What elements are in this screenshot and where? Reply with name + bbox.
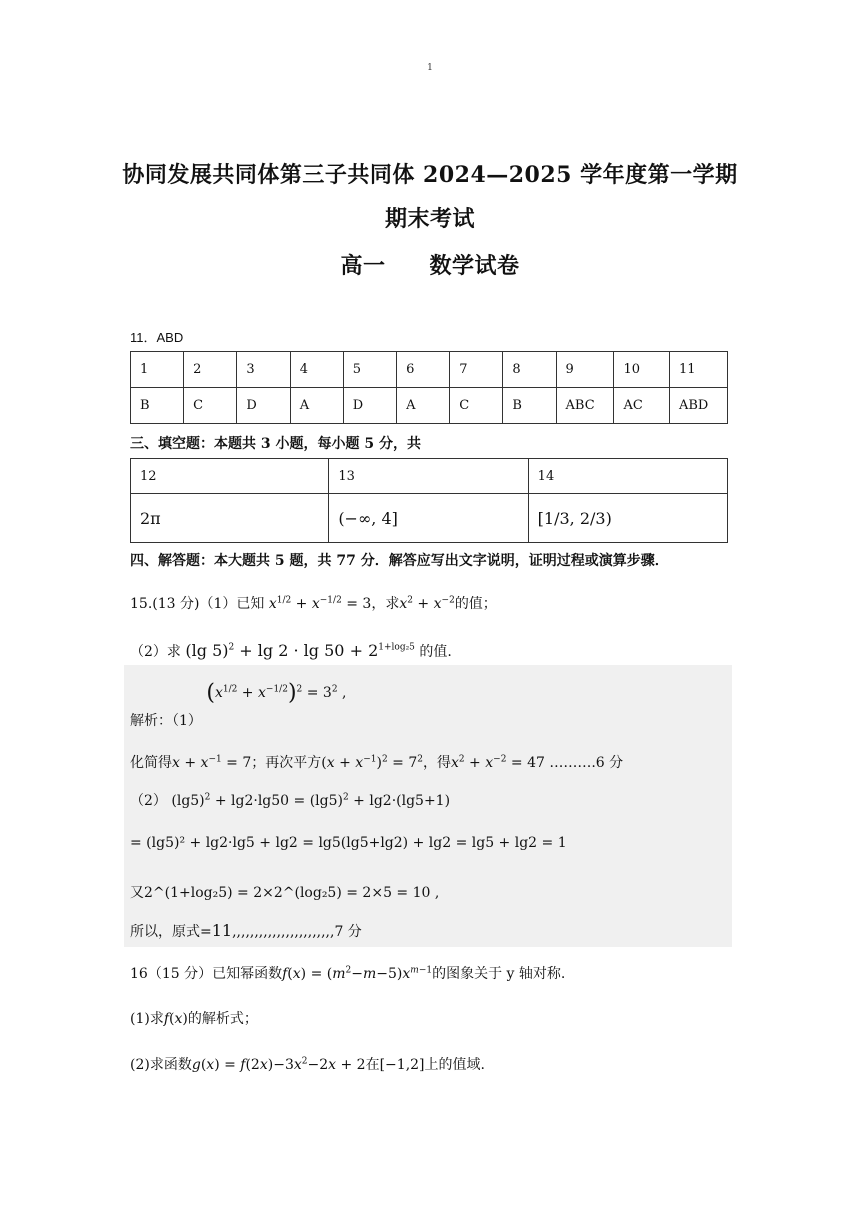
table-cell: 12 xyxy=(131,459,329,494)
solution-label: （2） xyxy=(130,793,167,809)
q11-answer-line: 11．ABD xyxy=(130,330,184,345)
table-cell: 10 xyxy=(614,352,670,388)
table-cell: 5 xyxy=(343,352,396,388)
q15-target-formula: $x^2 + x^{-2}$ xyxy=(399,595,455,612)
table-cell: D xyxy=(343,388,396,424)
q15-part1-mid: ，求 xyxy=(371,596,400,612)
q16-prefix: 16（15 分）已知幂函数 xyxy=(130,966,283,982)
q16-part2 xyxy=(130,1054,485,1074)
table-cell: 2π xyxy=(131,494,329,543)
exam-title-line3 xyxy=(0,249,860,280)
table-cell: 14 xyxy=(528,459,727,494)
solution-formula: 2^(1+log₂5) = 2×2^(log₂5) = 2×5 = 10 xyxy=(144,885,431,901)
q16-part1-prefix: (1)求 xyxy=(130,1011,164,1027)
q16-suffix: 的图象关于 y 轴对称. xyxy=(432,966,566,982)
q16-formula: f(x) xyxy=(163,1011,188,1027)
q16-part2-suffix: 上的值域. xyxy=(424,1057,485,1073)
score-mark: ……….6 分 xyxy=(549,755,624,771)
solution-line-3 xyxy=(130,790,450,810)
q15-part2 xyxy=(130,641,452,661)
q15-part1-suffix: 的值； xyxy=(454,596,497,612)
table-cell: C xyxy=(184,388,237,424)
q16-stem xyxy=(130,963,565,983)
solution-line-5: 又2^(1+log₂5) = 2×2^(log₂5) = 2×5 = 10 , xyxy=(130,885,440,901)
q15-part1-prefix: 15.(13 分)（1）已知 xyxy=(130,596,265,612)
table-cell: 2 xyxy=(184,352,237,388)
table-cell: A xyxy=(397,388,450,424)
solution-text: 所以，原式= xyxy=(130,924,212,940)
q16-part1 xyxy=(130,1008,258,1028)
grade-label: 高一 xyxy=(340,253,386,279)
q16-part1-suffix: 的解析式； xyxy=(187,1011,258,1027)
section3-heading: 三、填空题：本题共 3 小题，每小题 5 分，共 xyxy=(130,436,421,452)
solution-formula: 11 xyxy=(211,921,233,940)
solution-formula: $x^2 + x^{-2} = 47$ xyxy=(450,754,545,771)
table-cell: 9 xyxy=(556,352,614,388)
page-number: 1 xyxy=(427,63,433,73)
table-cell: D xyxy=(237,388,290,424)
table-cell: 1 xyxy=(131,352,184,388)
solution-text: ；再次平方 xyxy=(251,755,322,771)
table-cell: ABC xyxy=(556,388,614,424)
q16-part2-mid: 在 xyxy=(365,1057,380,1073)
exam-title-line2: 期末考试 xyxy=(384,206,475,232)
table-cell: 4 xyxy=(290,352,343,388)
table-cell: [1/3, 2/3) xyxy=(528,494,727,543)
q15-part2-suffix: 的值. xyxy=(419,644,452,660)
q16-part2-prefix: (2)求函数 xyxy=(130,1057,192,1073)
table-cell: AC xyxy=(614,388,670,424)
exam-title-line1: 协同发展共同体第三子共同体 2024—2025 学年度第一学期 xyxy=(122,162,738,188)
table-cell: 13 xyxy=(329,459,528,494)
fill-blank-answer-table xyxy=(130,458,728,543)
q15-part2-formula: (lg $5)^2 + \lg 2 \cdot \lg 50 + 2^{1+log_25}$ xyxy=(185,641,415,660)
q15-part2-prefix: （2）求 xyxy=(130,644,181,660)
solution-line-6 xyxy=(130,921,362,941)
solution-text: ，得 xyxy=(422,755,451,771)
solution-line-4: = (lg5)² + lg2·lg5 + lg2 = lg5(lg5+lg2) + lg2 = lg5 + lg2 = 1 xyxy=(130,835,567,851)
table-cell: (−∞, 4] xyxy=(329,494,528,543)
q16-interval: [−1,2] xyxy=(379,1057,425,1073)
table-cell: ABD xyxy=(669,388,727,424)
solution-formula: $x + x^{-1} = 7$ xyxy=(172,754,252,771)
solution-formula-1: $(x^{1/2} + x^{-1/2})^2 = 3^2$ , xyxy=(206,680,347,705)
table-cell: 6 xyxy=(397,352,450,388)
section4-heading: 四、解答题：本大题共 5 题，共 77 分．解答应写出文字说明，证明过程或演算步骤． xyxy=(130,553,669,569)
table-cell: A xyxy=(290,388,343,424)
solution-formula: $(x + x^{-1})^2 = 7^2$ xyxy=(321,754,423,771)
solution-line-1 xyxy=(130,680,347,729)
solution-text: 化简得 xyxy=(130,755,172,771)
subject-label: 数学试卷 xyxy=(429,253,520,279)
q16-formula: $f(x) = (m^2-m-5)x^{m-1}$ xyxy=(282,965,433,982)
solution-line-2 xyxy=(130,752,623,772)
table-cell: B xyxy=(131,388,184,424)
table-cell: 8 xyxy=(503,352,556,388)
choice-answer-table xyxy=(130,351,728,424)
table-cell: 11 xyxy=(669,352,727,388)
table-cell: B xyxy=(503,388,556,424)
table-cell: 3 xyxy=(237,352,290,388)
solution-formula: $(\lg 5)^2 + \lg 2\cdot\lg 50 = (\lg 5)^2 + \lg 2\cdot(\lg 5+1)$ xyxy=(171,792,451,809)
table-cell: C xyxy=(450,388,503,424)
solution-text: 又 xyxy=(130,885,144,901)
q15-part1 xyxy=(130,593,497,613)
solution-label: 解析：（1） xyxy=(130,712,202,729)
score-mark: ,,,,,,,,,,,,,,,,,,,,,,,7 分 xyxy=(232,924,362,940)
q15-given-formula: $x^{1/2} + x^{-1/2} = 3$ xyxy=(268,595,372,612)
table-cell: 7 xyxy=(450,352,503,388)
q16-formula: $g(x) = f(2x)-3x^2-2x + 2$ xyxy=(191,1056,366,1073)
